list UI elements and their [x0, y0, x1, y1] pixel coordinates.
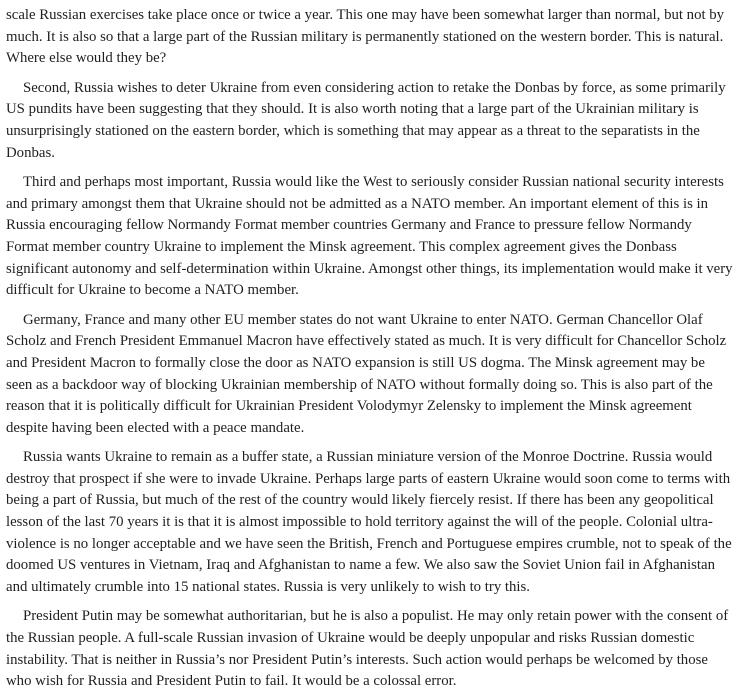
paragraph-continued-exercises: scale Russian exercises take place once or twice a year. This one may have been somewhat larger than normal, but not by much. It is also so that a large part of the Russian military is permanently stationed on the western border. This is natural. Where else would they be? — [6, 7, 725, 67]
paragraph-eu-member-states: Germany, France and many other EU member states do not want Ukraine to enter NATO. German Chancellor Olaf Scholz and French President Emmanuel Macron have effectively stated as much. It is very difficult for Chancellor Scholz and President Macron to formally close the door as NATO expansion is still US dogma. The Minsk agreement may be seen as a backdoor way of blocking Ukrainian membership of NATO without formally doing so. This is also part of the reason that it is politically difficult for Ukrainian President Volodymyr Zelensky to implement the Minsk agreement despite having been elected with a peace mandate. — [6, 311, 727, 436]
paragraph-putin-populist: President Putin may be somewhat authoritarian, but he is also a populist. He may only retain power with the consent of the Russian people. A full-scale Russian invasion of Ukraine would be deeply unpopular and risks Russian domestic instability. That is neither in Russia’s nor President Putin’s interests. Such action would perhaps be welcomed by those who wish for Russia and President Putin to fail. It would be a colossal error. — [6, 608, 729, 690]
paragraph-second-deter-ukraine: Second, Russia wishes to deter Ukraine from even considering action to retake the Donbas by force, as some primarily US pundits have been suggesting that they should. It is also worth noting that a large part of the Ukrainian military is unsurprisingly stationed on the eastern border, which is something that may appear as a threat to the separatists in the Donbas. — [6, 79, 726, 161]
paragraph-third-nato-minsk: Third and perhaps most important, Russia would like the West to seriously consider Russian national security interests and primary amongst them that Ukraine should not be admitted as a NATO member. An important element of this is in Russia encouraging fellow Normandy Format member countries Germany and France to pressure fellow Normandy Format member country Ukraine to implement the Minsk agreement. This complex agreement gives the Donbass significant autonomy and self-determination within Ukraine. Amongst other things, its implementation would make it very difficult for Ukraine to become a NATO member. — [6, 174, 733, 299]
paragraph-buffer-state: Russia wants Ukraine to remain as a buffer state, a Russian miniature version of the Monroe Doctrine. Russia would destroy that prospect if she were to invade Ukraine. Perhaps large parts of eastern Ukraine would soon come to terms with being a part of Russia, but much of the rest of the country would likely fiercely resist. If there has been any geopolitical lesson of the last 70 years it is that it is almost impossible to hold territory against the will of the people. Colonial ultra-violence is no longer acceptable and we have seen the British, French and Portuguese empires crumble, not to speak of the doomed US ventures in Vietnam, Iraq and Afghanistan to name a few. We also saw the Soviet Union fail in Afghanistan and ultimately crumble into 15 national states. Russia is very unlikely to wish to try this. — [6, 449, 732, 595]
